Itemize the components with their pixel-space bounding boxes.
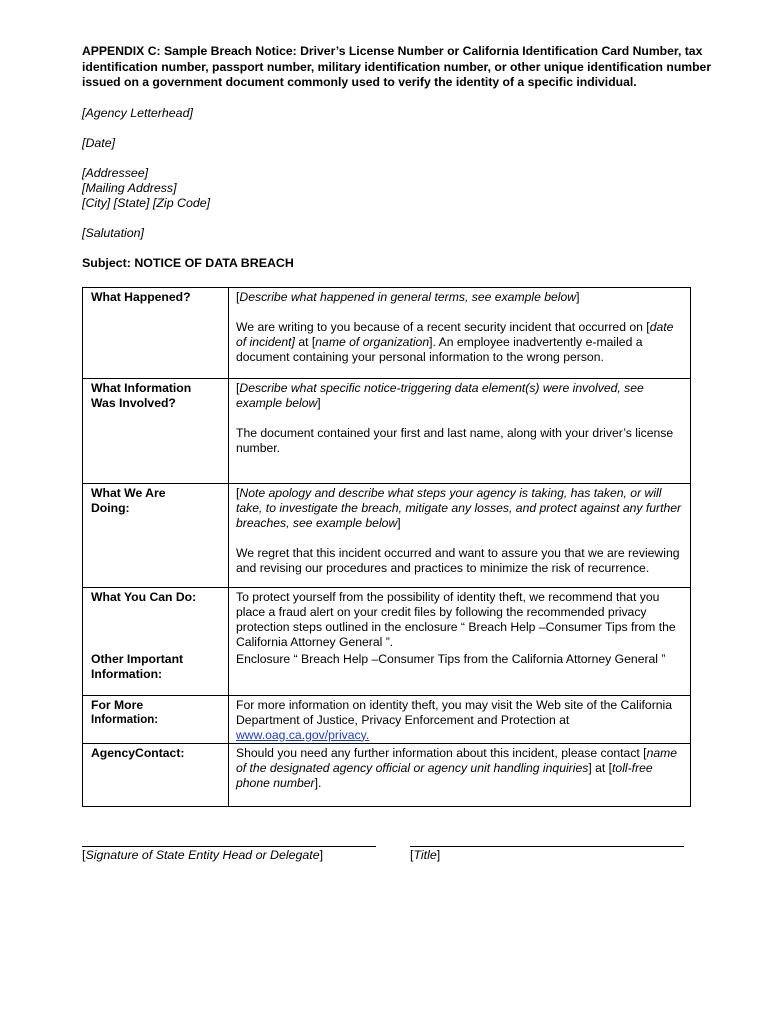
row-what-happened <box>83 288 691 379</box>
mailing-address-placeholder: [Mailing Address] <box>82 181 177 195</box>
content-what-happened <box>229 288 691 379</box>
label-what-doing: What We Are Doing: <box>83 484 229 588</box>
addressee-placeholder: [Addressee] <box>82 166 149 180</box>
agency-letterhead-placeholder: [Agency Letterhead] <box>82 106 193 120</box>
subject-label: Subject: <box>82 256 131 270</box>
instruction-what-information: [Describe what specific notice-triggering data element(s) were involved, see example below] <box>236 381 644 410</box>
date-placeholder: [Date] <box>82 136 116 150</box>
signature-label: [Signature of State Entity Head or Delegate] <box>82 848 324 862</box>
instruction-what-doing: [Note apology and describe what steps your agency is taking, has taken, or will take, to investigate the breach, mitigate any losses, and protect against any further breaches, see example below] <box>236 486 682 530</box>
label-for-more: For More Information: <box>83 695 229 743</box>
example-what-information: The document contained your first and last name, along with your driver’s license number. <box>236 426 674 455</box>
row-agency-contact <box>83 743 691 806</box>
label-what-you-can-do: What You Can Do: <box>83 588 229 651</box>
instruction-what-happened: [Describe what happened in general terms, see example below] <box>236 290 580 304</box>
subject-value: NOTICE OF DATA BREACH <box>134 256 294 270</box>
row-other-info <box>83 650 691 695</box>
label-what-happened: What Happened? <box>83 288 229 379</box>
content-what-doing <box>229 484 691 588</box>
label-agency-contact: AgencyContact: <box>83 743 229 806</box>
row-what-you-can-do <box>83 588 691 651</box>
privacy-link[interactable]: www.oag.ca.gov/privacy. <box>236 727 370 742</box>
example-what-happened: We are writing to you because of a recent security incident that occurred on [date of incident] at [name of organization]. An employee inadvertently e-mailed a document containing your personal information to the wrong person. <box>236 320 674 364</box>
content-what-information <box>229 379 691 484</box>
row-what-doing <box>83 484 691 588</box>
title-line <box>410 846 684 847</box>
content-agency-contact: Should you need any further information about this incident, please contact [name of the designated agency official or agency unit handling inquiries] at [toll-free phone number]. <box>229 743 691 806</box>
content-other-info: Enclosure “ Breach Help –Consumer Tips from the California Attorney General ” <box>229 650 691 695</box>
appendix-heading: APPENDIX C: Sample Breach Notice: Driver’s License Number or California Identification Card Number, tax identification number, passport number, military identification number, or other unique identification number issued on a government document commonly used to verify the identity of a specific individual. <box>82 44 712 89</box>
signature-line <box>82 846 376 847</box>
row-for-more <box>83 695 691 743</box>
content-for-more: For more information on identity theft, you may visit the Web site of the California Department of Justice, Privacy Enforcement and Protection at www.oag.ca.gov/privacy. <box>229 695 691 743</box>
breach-notice-table <box>82 287 691 807</box>
label-other-info: Other Important Information: <box>83 650 229 695</box>
label-what-information: What Information Was Involved? <box>83 379 229 484</box>
title-label: [Title] <box>410 848 441 862</box>
salutation-placeholder: [Salutation] <box>82 226 144 240</box>
row-what-information <box>83 379 691 484</box>
city-state-zip-placeholder: [City] [State] [Zip Code] <box>82 196 211 210</box>
example-what-doing: We regret that this incident occurred and want to assure you that we are reviewing and revising our procedures and practices to minimize the risk of recurrence. <box>236 546 680 575</box>
content-what-you-can-do: To protect yourself from the possibility of identity theft, we recommend that you place a fraud alert on your credit files by following the recommended privacy protection steps outlined in the enclosure “ Breach Help –Consumer Tips from the California Attorney General ”. <box>229 588 691 651</box>
subject-line <box>82 256 294 270</box>
